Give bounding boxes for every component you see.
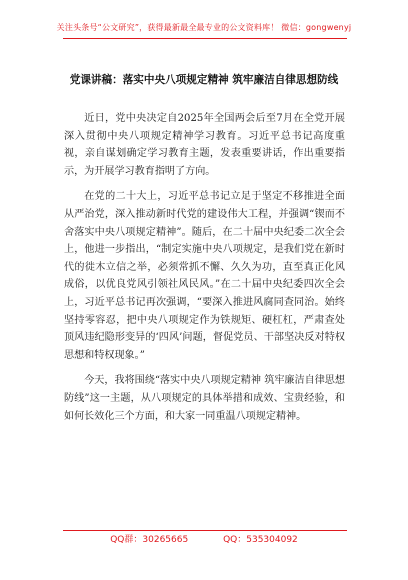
footer-qq: QQ：535304092: [223, 535, 298, 545]
footer-qq-group: QQ群：30265665: [110, 535, 189, 545]
header-banner: 关注头条号“公文研究”，获得最新最全最专业的公文资料库！ 微信：gongwenyj: [56, 23, 352, 32]
document-body: [64, 110, 345, 433]
document-title: 党课讲稿：落实中央八项规定精神 筑牢廉洁自律思想防线: [69, 74, 339, 86]
paragraph-1: 近日，党中央决定自2025年全国两会后至7月在全党开展深入贯彻中央八项规定精神学习教育。习近平总书记高度重视，亲自谋划确定学习教育主题，发表重要讲话，作出重要指示，为开展学习教育指明了方向。: [64, 113, 345, 177]
paragraph-2: 在党的二十大上，习近平总书记立足于坚定不移推进全面从严治党，深入推动新时代党的建设伟大工程，并强调“锲而不舍落实中央八项规定精神”。随后，在二十届中央纪委二次全会上，他进一步指出，“制定实施中央八项规定，是我们党在新时代的徙木立信之举，必须常抓不懈、久久为功，直至真正化风成俗，以优良党风引领社风民风。”在二十届中央纪委四次全会上，习近平总书记再次强调，“要深入推进风腐同查同治。始终坚持零容忍，把中央八项规定作为铁规矩、硬杠杠，严肃查处顶风违纪隐形变异的‘四风’问题，督促党员、干部坚决反对特权思想和特权现象。”: [64, 191, 345, 361]
paragraph-3: 今天，我将围绕“落实中央八项规定精神 筑牢廉洁自律思想防线”这一主题，从八项规定的具体举措和成效、宝贵经验，和如何长效化三个方面，和大家一同重温八项规定精神。: [64, 375, 345, 422]
footer-divider: [63, 530, 347, 531]
footer: [0, 532, 408, 545]
header-divider: [63, 38, 347, 39]
